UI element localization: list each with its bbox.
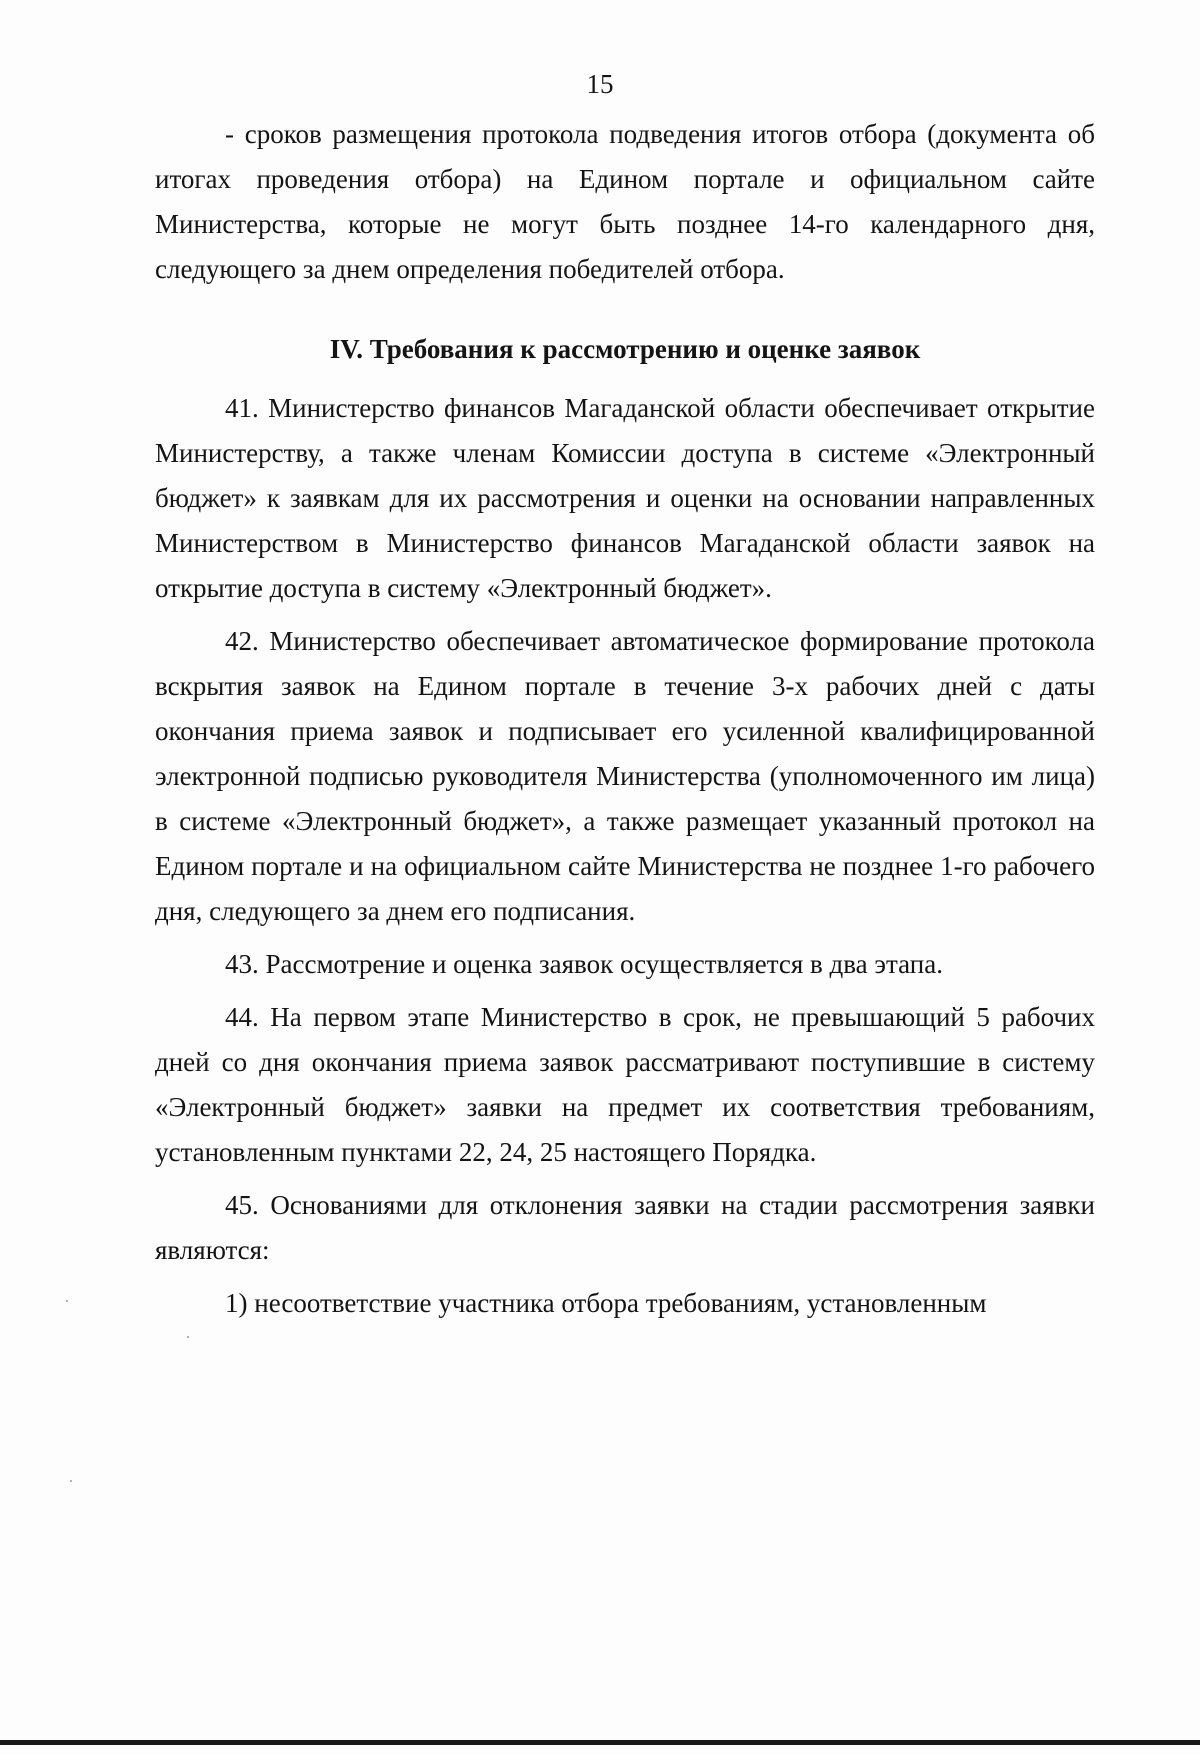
- paragraph-44: 44. На первом этапе Министерство в срок, не превышающий 5 рабочих дней со дня окончания приема заявок рассматривают поступившие в систему «Электронный бюджет» заявки на предмет их соответствия требованиям, установленным пунктами 22, 24, 25 настоящего Порядка.: [155, 1002, 1095, 1167]
- paragraph-41: 41. Министерство финансов Магаданской области обеспечивает открытие Министерству, а также членам Комиссии доступа в системе «Электронный бюджет» к заявкам для их рассмотрения и оценки на основании направленных Министерством в Министерство финансов Магаданской области заявок на открытие доступа в систему «Электронный бюджет».: [155, 393, 1095, 603]
- scan-edge-line: [0, 1740, 1200, 1745]
- section-heading-iv: IV. Требования к рассмотрению и оценке заявок: [329, 334, 921, 364]
- scan-mark: [187, 1336, 189, 1338]
- document-body: [155, 112, 1095, 1326]
- scan-mark: [66, 1300, 68, 1302]
- paragraph-45: 45. Основаниями для отклонения заявки на стадии рассмотрения заявки являются:: [155, 1190, 1095, 1265]
- paragraph-42: 42. Министерство обеспечивает автоматическое формирование протокола вскрытия заявок на Едином портале в течение 3-х рабочих дней с даты окончания приема заявок и подписывает его усиленной квалифицированной электронной подписью руководителя Министерства (уполномоченного им лица) в системе «Электронный бюджет», а также размещает указанный протокол на Едином портале и на официальном сайте Министерства не позднее 1-го рабочего дня, следующего за днем его подписания.: [155, 626, 1095, 926]
- scan-mark: [70, 1480, 72, 1482]
- page-number: 15: [586, 69, 614, 99]
- paragraph-43: 43. Рассмотрение и оценка заявок осуществляется в два этапа.: [225, 949, 943, 979]
- paragraph-deadlines-protocol: - сроков размещения протокола подведения итогов отбора (документа об итогах проведения отбора) на Едином портале и официальном сайте Министерства, которые не могут быть позднее 14-го календарного дня, следующего за днем определения победителей отбора.: [155, 119, 1095, 284]
- list-item-1: 1) несоответствие участника отбора требованиям, установленным: [225, 1288, 987, 1318]
